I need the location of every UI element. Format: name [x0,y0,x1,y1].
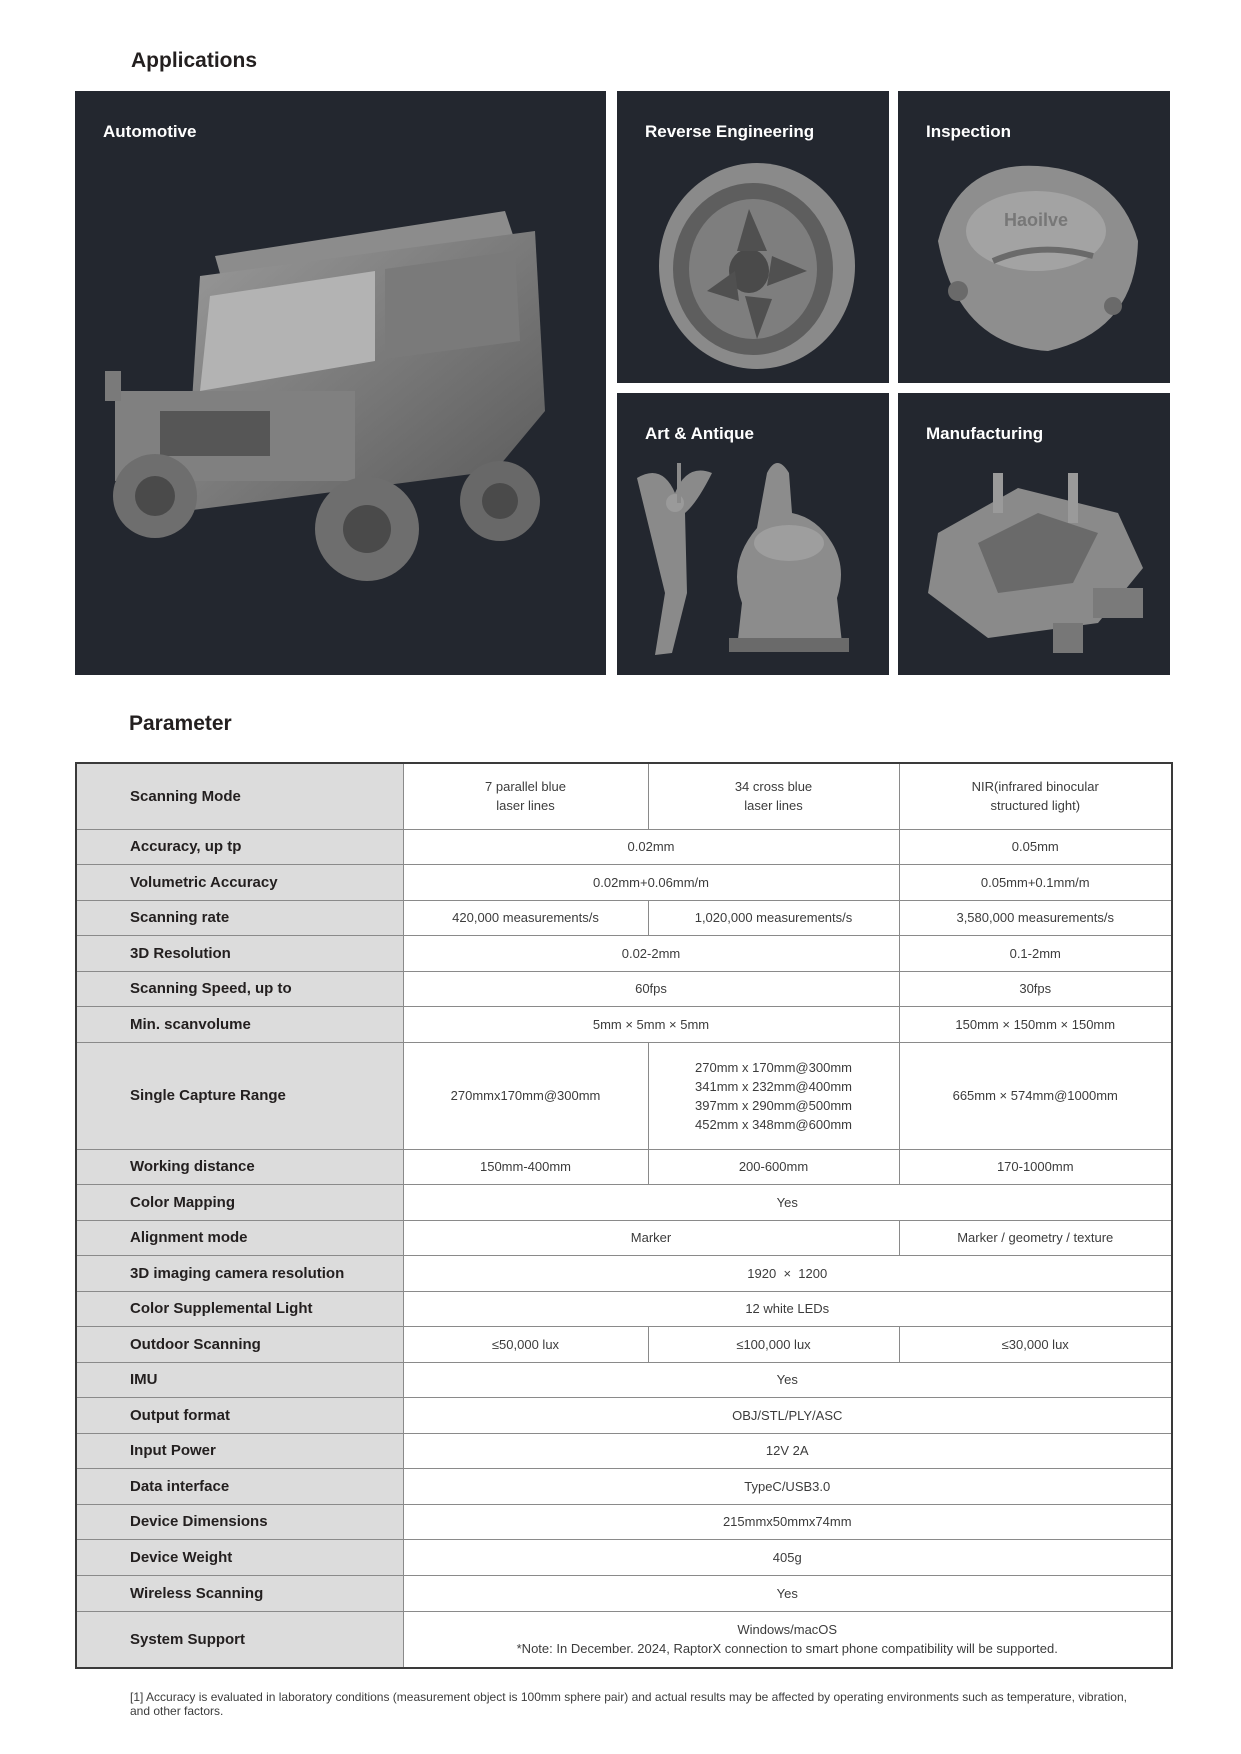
param-value: NIR(infrared binocular structured light) [899,763,1172,829]
param-value: 34 cross blue laser lines [648,763,899,829]
param-name: Color Supplemental Light [76,1291,403,1326]
param-name: Min. scanvolume [76,1006,403,1042]
param-value: 12V 2A [403,1433,1172,1468]
param-value: 270mmx170mm@300mm [403,1042,648,1149]
reverse-engineering-panel [617,91,889,383]
table-row [76,1042,1172,1149]
reverse-engineering-label: Reverse Engineering [645,122,815,141]
param-name: Color Mapping [76,1184,403,1220]
param-name: Single Capture Range [76,1042,403,1149]
param-name: Accuracy, up tp [76,829,403,864]
param-value: 0.1-2mm [899,935,1172,971]
param-value: ≤100,000 lux [648,1326,899,1362]
param-value: ≤30,000 lux [899,1326,1172,1362]
param-value: 60fps [403,971,899,1006]
table-row [76,1504,1172,1539]
table-row [76,900,1172,935]
param-value: 12 white LEDs [403,1291,1172,1326]
inspection-label: Inspection [926,122,1012,141]
param-name: Scanning rate [76,900,403,935]
manufacturing-panel [898,393,1170,675]
table-row [76,829,1172,864]
table-row [76,935,1172,971]
off-road-vehicle-scan-image [75,91,606,675]
param-value: TypeC/USB3.0 [403,1468,1172,1504]
param-name: Output format [76,1397,403,1433]
param-value: Marker [403,1220,899,1255]
table-row [76,1006,1172,1042]
param-name: System Support [76,1611,403,1668]
param-value: 3,580,000 measurements/s [899,900,1172,935]
param-value: 0.05mm+0.1mm/m [899,864,1172,900]
param-value: 270mm x 170mm@300mm 341mm x 232mm@400mm 397mm x 290mm@500mm 452mm x 348mm@600mm [648,1042,899,1149]
param-name: Device Weight [76,1539,403,1575]
table-row [76,1539,1172,1575]
param-value: 1920 × 1200 [403,1255,1172,1291]
param-value: 7 parallel blue laser lines [403,763,648,829]
param-value: Yes [403,1184,1172,1220]
param-value: 215mmx50mmx74mm [403,1504,1172,1539]
param-value: 405g [403,1539,1172,1575]
table-row [76,971,1172,1006]
param-value: 150mm × 150mm × 150mm [899,1006,1172,1042]
parameter-title: Parameter [129,712,232,735]
param-name: 3D imaging camera resolution [76,1255,403,1291]
param-value: ≤50,000 lux [403,1326,648,1362]
inspection-emboss-text: Haoilve [1003,210,1069,230]
parameter-table [75,762,1173,1669]
param-value: 150mm-400mm [403,1149,648,1184]
param-name: 3D Resolution [76,935,403,971]
param-name: Scanning Mode [76,763,403,829]
automotive-panel [75,91,606,675]
accuracy-footnote: [1] Accuracy is evaluated in laboratory conditions (measurement object is 100mm sphere pair) and actual results may be affected by operating environments such as temperature, vibration, and other factors. [130,1690,1127,1718]
param-value: 0.02mm+0.06mm/m [403,864,899,900]
table-row [76,763,1172,829]
param-value: 1,020,000 measurements/s [648,900,899,935]
param-value: 170-1000mm [899,1149,1172,1184]
param-value: Yes [403,1575,1172,1611]
param-name: Volumetric Accuracy [76,864,403,900]
table-row [76,1326,1172,1362]
art-antique-label: Art & Antique [645,424,754,443]
param-value: OBJ/STL/PLY/ASC [403,1397,1172,1433]
param-value: 665mm × 574mm@1000mm [899,1042,1172,1149]
manufacturing-label: Manufacturing [926,424,1044,443]
param-value: 5mm × 5mm × 5mm [403,1006,899,1042]
param-name: Data interface [76,1468,403,1504]
table-row [76,1149,1172,1184]
table-row [76,864,1172,900]
param-value: 0.02mm [403,829,899,864]
automotive-label: Automotive [103,122,197,141]
param-name: Alignment mode [76,1220,403,1255]
table-row [76,1433,1172,1468]
param-name: Scanning Speed, up to [76,971,403,1006]
table-row [76,1291,1172,1326]
art-antique-panel [617,393,889,675]
param-value: 30fps [899,971,1172,1006]
param-value: Marker / geometry / texture [899,1220,1172,1255]
param-value: 0.05mm [899,829,1172,864]
param-value: 200-600mm [648,1149,899,1184]
param-value: Yes [403,1362,1172,1397]
table-row [76,1468,1172,1504]
table-row [76,1397,1172,1433]
param-value: 0.02-2mm [403,935,899,971]
param-name: Outdoor Scanning [76,1326,403,1362]
inspection-panel [898,91,1170,383]
table-row [76,1611,1172,1668]
table-row [76,1184,1172,1220]
table-row [76,1575,1172,1611]
applications-title: Applications [131,49,258,72]
param-name: Device Dimensions [76,1504,403,1539]
param-name: Working distance [76,1149,403,1184]
param-name: IMU [76,1362,403,1397]
param-value: 420,000 measurements/s [403,900,648,935]
table-row [76,1362,1172,1397]
param-name: Input Power [76,1433,403,1468]
param-name: Wireless Scanning [76,1575,403,1611]
table-row [76,1220,1172,1255]
table-row [76,1255,1172,1291]
param-value: Windows/macOS *Note: In December. 2024, RaptorX connection to smart phone compatibility will be supported. [403,1611,1172,1668]
